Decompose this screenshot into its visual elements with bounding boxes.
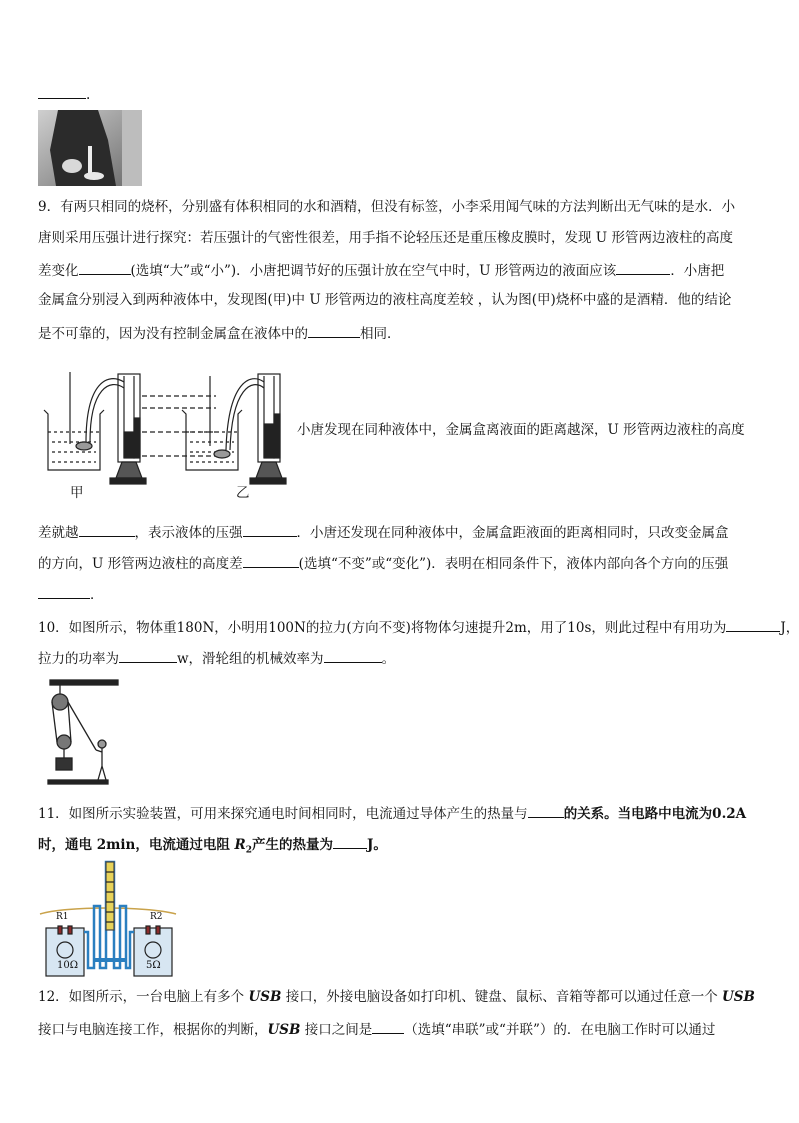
answer-blank [372, 1019, 404, 1034]
q10-line-2: 拉力的功率为 w，滑轮组的机械效率为 。 [38, 648, 395, 668]
q9-line-7: 的方向，U 形管两边液柱的高度差 (选填“不变”或“变化”)．表明在相同条件下，液体内部向各个方向的压强 [38, 553, 728, 573]
resistance-value-10-ohm: 10Ω [57, 960, 79, 971]
q9-line-8: ． [38, 584, 104, 604]
answer-blank [79, 522, 135, 537]
q9-line-1: 9．有两只相同的烧杯，分别盛有体积相同的水和酒精，但没有标签，小李采用闻气味的方法判断出无气味的是水．小 [38, 199, 736, 215]
q9-line-4: 金属盒分别浸入到两种液体中，发现图(甲)中 U 形管两边的液柱高度差较 ，认为图(甲)烧杯中盛的是酒精．他的结论 [38, 292, 732, 308]
q10-line-1: 10．如图所示，物体重180N，小明用100N的拉力(方向不变)将物体匀速提升2m，用了10s，则此过程中有用功为 J， [38, 617, 799, 637]
experiment-photo [38, 110, 142, 186]
q9-side-text: 小唐发现在同种液体中，金属盒离液面的距离越深，U 形管两边液柱的高度 [297, 422, 745, 438]
resistor-label-r1: R1 [56, 912, 69, 922]
q9-line-6: 差就越 ，表示液体的压强 ．小唐还发现在同种液体中，金属盒距液面的距离相同时，只改变金属盒 [38, 522, 729, 542]
resistor-label-r2: R2 [150, 912, 163, 922]
figure-label-jia: 甲 [70, 485, 84, 501]
answer-blank [616, 260, 670, 275]
answer-blank [333, 834, 367, 849]
top-answer-line: . [38, 84, 90, 104]
answer-blank [243, 522, 297, 537]
figure-label-yi: 乙 [236, 485, 250, 501]
pressure-gauge-figure [38, 362, 294, 502]
answer-blank [324, 648, 382, 663]
q9-line-3: 差变化 (选填“大”或“小”)．小唐把调节好的压强计放在空气中时，U 形管两边的液面应该 ．小唐把 [38, 260, 724, 280]
q11-line-2: 时，通电 2min，电流通过电阻 $R_2$产生的热量为 J。 [38, 834, 387, 860]
answer-blank [79, 260, 131, 275]
answer-blank [243, 553, 299, 568]
answer-blank [726, 617, 780, 632]
q11-line-1: 11．如图所示实验装置，可用来探究通电时间相同时，电流通过导体产生的热量与 的关系。当电路中电流为0.2A [38, 803, 746, 823]
answer-blank [308, 323, 360, 338]
q12-line-2: 接口与电脑连接工作，根据你的判断，USB 接口之间是 （选填“串联”或“并联”）的．在电脑工作时可以通过 [38, 1019, 715, 1039]
answer-blank [38, 84, 86, 99]
pulley-figure [46, 680, 120, 790]
q12-line-1: 12．如图所示，一台电脑上有多个 USB 接口，外接电脑设备如打印机、键盘、鼠标、音箱等都可以通过任意一个 USB [38, 989, 755, 1005]
answer-blank [119, 648, 177, 663]
q9-line-2: 唐则采用压强计进行探究：若压强计的气密性很差，用手指不论轻压还是重压橡皮膜时，发现 U 形管两边液柱的高度 [38, 230, 733, 246]
q9-line-5: 是不可靠的，因为没有控制金属盒在液体中的 相同． [38, 323, 401, 343]
resistance-value-5-ohm: 5Ω [146, 960, 161, 971]
answer-blank [38, 584, 90, 599]
answer-blank [528, 803, 564, 818]
